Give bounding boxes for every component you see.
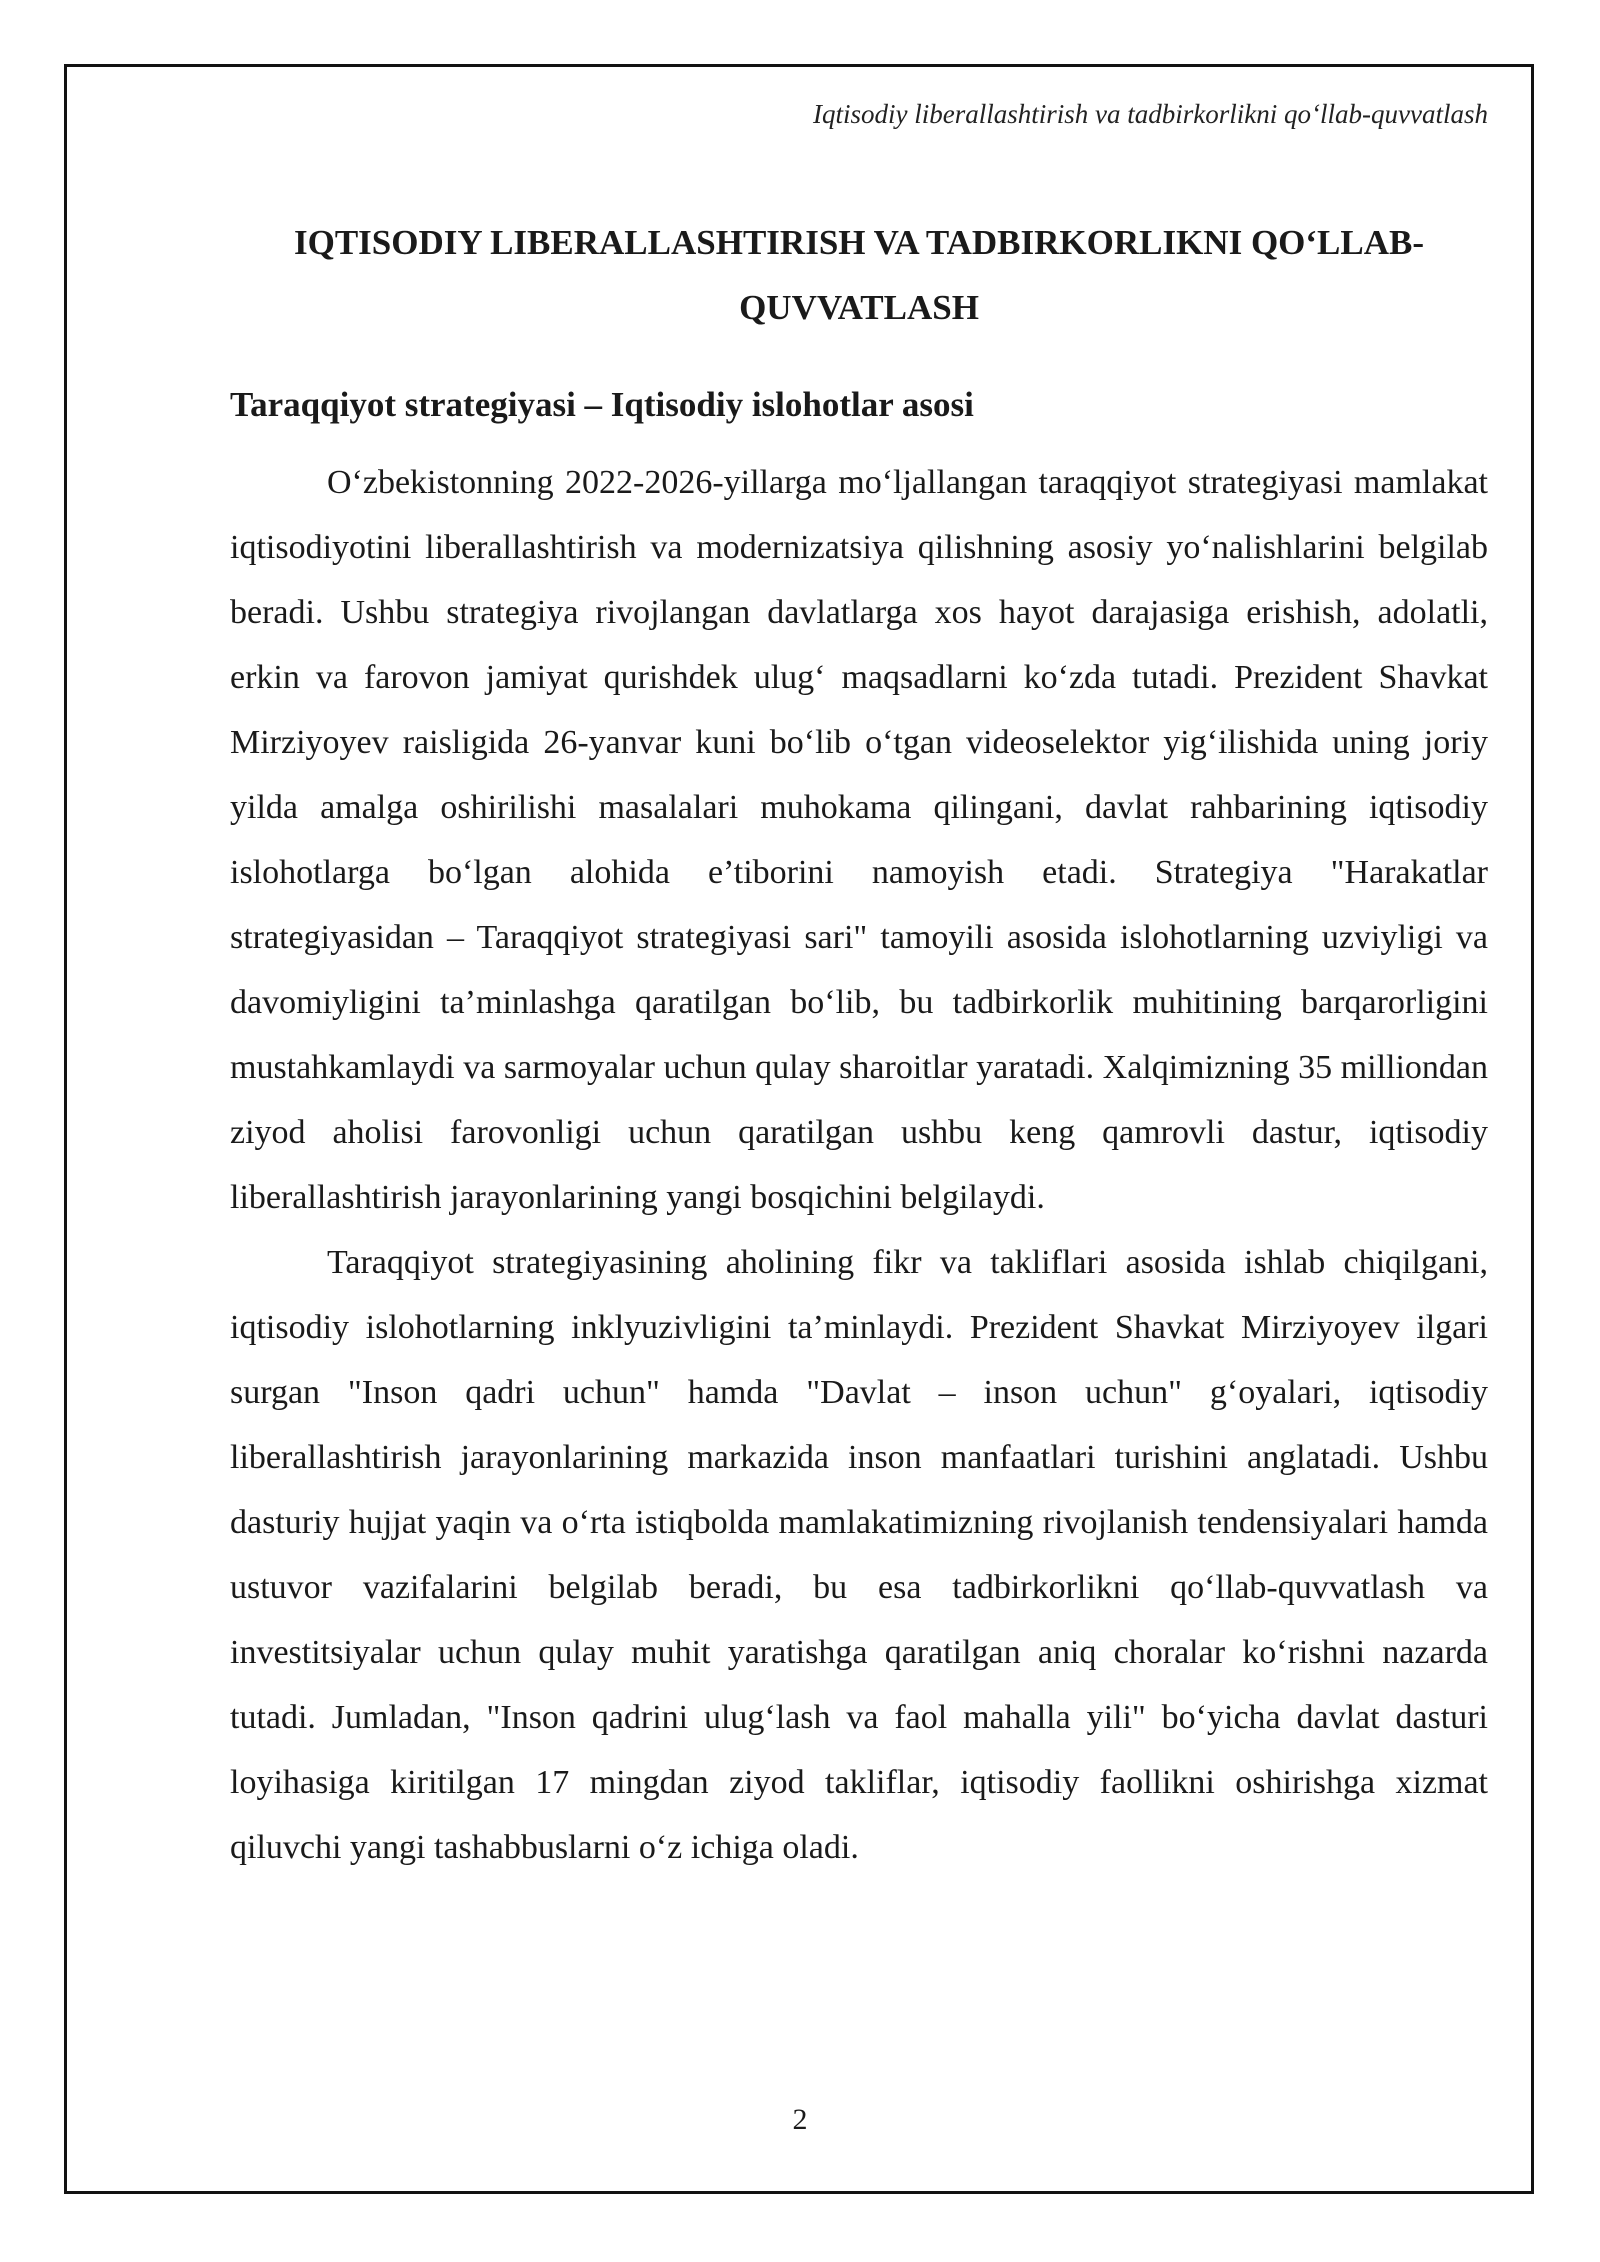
page-number: 2: [792, 2103, 808, 2136]
paragraph-2: Taraqqiyot strategiyasining aholining fikr va takliflari asosida ishlab chiqilgani, iqtisodiy islohotlarning inklyuzivligini ta’minlaydi. Prezident Shavkat Mirziyoyev ilgari surgan "Inson qadri uchun" hamda "Davlat – inson uchun" g‘oyalari, iqtisodiy liberallashtirish jarayonlarining markazida inson manfaatlari turishini anglatadi. Ushbu dasturiy hujjat yaqin va o‘rta istiqbolda mamlakatimizning rivojlanish tendensiyalari hamda ustuvor vazifalarini belgilab beradi, bu esa tadbirkorlikni qo‘llab-quvvatlash va investitsiyalar uchun qulay muhit yaratishga qaratilgan aniq choralar ko‘rishni nazarda tutadi. Jumladan, "Inson qadrini ulug‘lash va faol mahalla yili" bo‘yicha davlat dasturi loyihasiga kiritilgan 17 mingdan ziyod takliflar, iqtisodiy faollikni oshirishga xizmat qiluvchi yangi tashabbuslarni o‘z ichiga oladi.: [230, 1244, 1488, 1866]
paragraph-1: O‘zbekistonning 2022-2026-yillarga mo‘ljallangan taraqqiyot strategiyasi mamlakat iqtisodiyotini liberallashtirish va modernizatsiya qilishning asosiy yo‘nalishlarini belgilab beradi. Ushbu strategiya rivojlangan davlatlarga xos hayot darajasiga erishish, adolatli, erkin va farovon jamiyat qurishdek ulug‘ maqsadlarni ko‘zda tutadi. Prezident Shavkat Mirziyoyev raisligida 26-yanvar kuni bo‘lib o‘tgan videoselektor yig‘ilishida uning joriy yilda amalga oshirilishi masalalari muhokama qilingani, davlat rahbarining iqtisodiy islohotlarga bo‘lgan alohida e’tiborini namoyish etadi. Strategiya "Harakatlar strategiyasidan – Taraqqiyot strategiyasi sari" tamoyili asosida islohotlarning uzviyligi va davomiyligini ta’minlashga qaratilgan bo‘lib, bu tadbirkorlik muhitining barqarorligini mustahkamlaydi va sarmoyalar uchun qulay sharoitlar yaratadi. Xalqimizning 35 milliondan ziyod aholisi farovonligi uchun qaratilgan ushbu keng qamrovli dastur, iqtisodiy liberallashtirish jarayonlarining yangi bosqichini belgilaydi.: [230, 464, 1488, 1216]
section-heading: Taraqqiyot strategiyasi – Iqtisodiy islohotlar asosi: [230, 385, 974, 424]
running-header: Iqtisodiy liberallashtirish va tadbirkorlikni qo‘llab-quvvatlash: [813, 99, 1488, 129]
document-title: IQTISODIY LIBERALLASHTIRISH VA TADBIRKORLIKNI QO‘LLAB-QUVVATLASH: [293, 223, 1425, 327]
document-body: [230, 210, 1488, 1880]
